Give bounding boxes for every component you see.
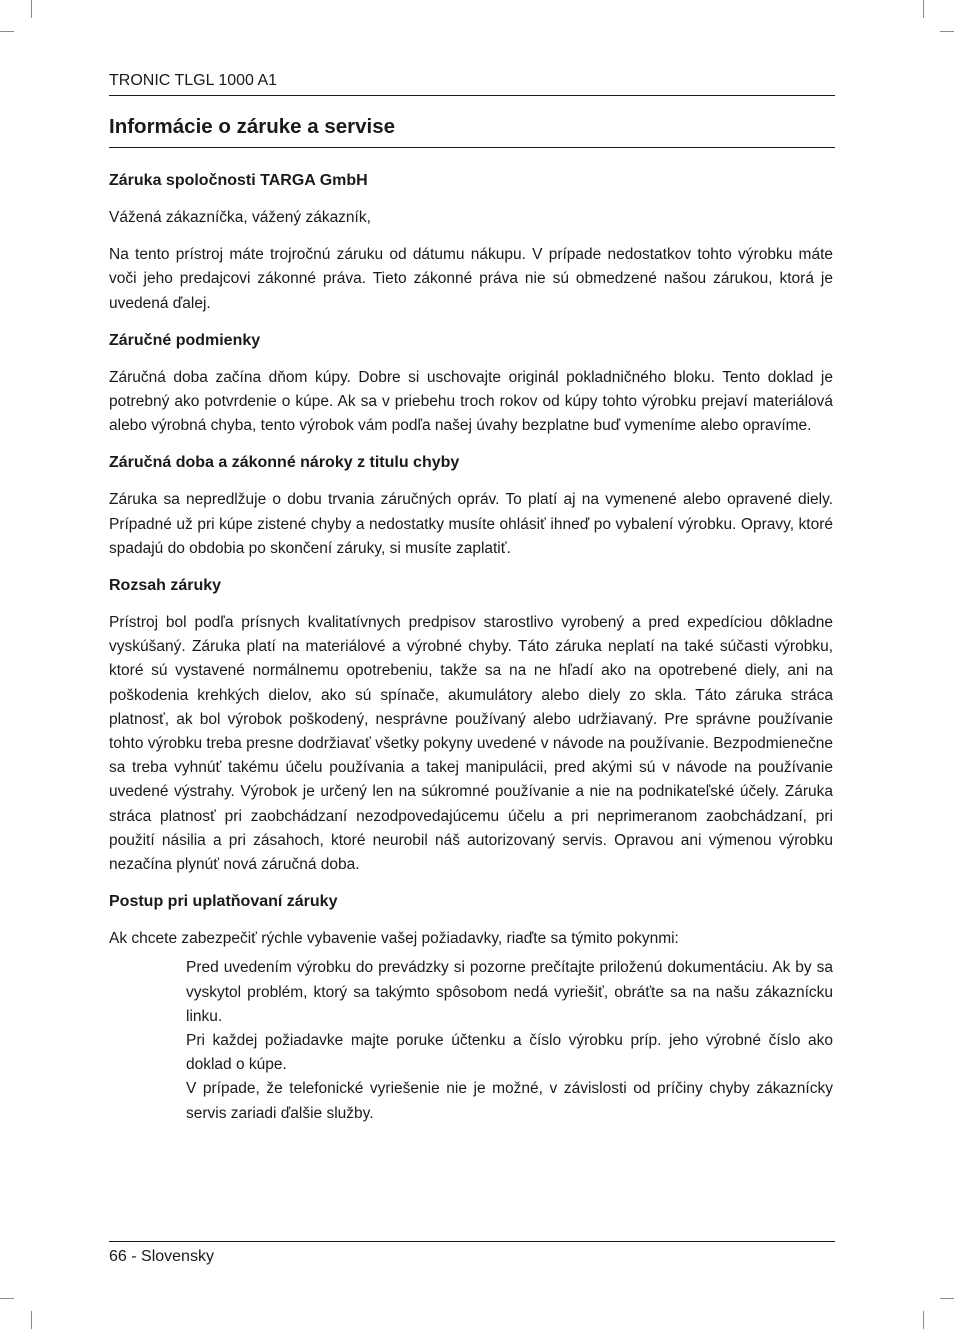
salutation: Vážená zákazníčka, vážený zákazník, bbox=[109, 209, 371, 226]
crop-mark bbox=[923, 0, 924, 18]
section-heading: Postup pri uplatňovaní záruky bbox=[109, 893, 338, 911]
section-heading: Záruka spoločnosti TARGA GmbH bbox=[109, 172, 368, 189]
crop-mark bbox=[31, 0, 32, 18]
paragraph: Záruka sa nepredlžuje o dobu trvania záručných opráv. To platí aj na vymenené alebo opravené diely. Prípadné už pri kúpe zistené chyby a nedostatky musíte ohlásiť ihneď po vybalení výrobku. Opravy, ktoré spadajú do obdobia po skončení záruky, si musíte zaplatiť. bbox=[109, 491, 833, 557]
crop-mark bbox=[940, 31, 954, 32]
document-body bbox=[109, 169, 833, 1126]
running-header: TRONIC TLGL 1000 A1 bbox=[109, 72, 278, 89]
section-scope bbox=[109, 574, 833, 877]
header-rule bbox=[109, 95, 835, 96]
crop-mark bbox=[0, 1298, 14, 1299]
page-number: 66 - Slovensky bbox=[109, 1248, 214, 1265]
crop-mark bbox=[0, 31, 14, 32]
page-title: Informácie o záruke a servise bbox=[109, 115, 396, 138]
list-item: V prípade, že telefonické vyriešenie nie je možné, v závislosti od príčiny chyby zákaznícky servis zariadi ďalšie služby. bbox=[186, 1080, 833, 1122]
title-rule bbox=[109, 147, 835, 148]
section-warranty bbox=[109, 169, 833, 316]
section-heading: Záručná doba a zákonné nároky z titulu chyby bbox=[109, 454, 460, 472]
list-item: Pred uvedením výrobku do prevádzky si pozorne prečítajte priloženú dokumentáciu. Ak by sa vyskytol problém, ktorý sa takýmto spôsobom nedá vyriešiť, obráťte sa na našu zákaznícku linku. bbox=[186, 959, 833, 1025]
section-warranty-period bbox=[109, 451, 833, 561]
crop-mark bbox=[31, 1311, 32, 1329]
crop-mark bbox=[940, 1298, 954, 1299]
section-heading: Rozsah záruky bbox=[109, 577, 222, 595]
paragraph: Ak chcete zabezpečiť rýchle vybavenie vašej požiadavky, riaďte sa týmito pokynmi: bbox=[109, 930, 679, 948]
section-procedure bbox=[109, 890, 833, 1126]
paragraph: Na tento prístroj máte trojročnú záruku od dátumu nákupu. V prípade nedostatkov tohto výrobku máte voči jeho predajcovi zákonné práva. Tieto zákonné práva nie sú obmedzené našou zárukou, ktorá je uvedená ďalej. bbox=[109, 246, 833, 312]
paragraph: Prístroj bol podľa prísnych kvalitatívnych predpisov starostlivo vyrobený a pred expedíciou dôkladne vyskúšaný. Záruka platí na materiálové a výrobné chyby. Táto záruka neplatí na také súčasti výrobku, ktoré sú vystavené normálnemu opotrebeniu, takže sa na ne hľadí ako na opotrebené diely, ani na poškodenia krehkých dielov, ako sú spínače, akumulátory alebo diely zo skla. Táto záruka stráca platnosť, ak bol výrobok poškodený, nesprávne používaný alebo udržiavaný. Pre správne používanie tohto výrobku treba presne dodržiavať všetky pokyny uvedené v návode na používanie. Bezpodmienečne sa treba vyhnúť takému účelu používania a takej manipulácii, pred akými sú v návode na používanie uvedené výstrahy. Výrobok je určený len na súkromné používanie a nie na podnikateľské účely. Záruka stráca platnosť pri zaobchádzaní nezodpovedajúcemu účelu a pri neprimeranom zaobchádzaní, pri použití násilia a pri zásahoch, ktoré neurobil náš autorizovaný servis. Opravou ani výmenou výrobku nezačína plynúť nová záručná doba. bbox=[109, 614, 833, 874]
footer-rule bbox=[109, 1241, 835, 1242]
list-item: Pri každej požiadavke majte poruke účtenku a číslo výrobku príp. jeho výrobné číslo ako doklad o kúpe. bbox=[186, 1032, 833, 1074]
paragraph: Záručná doba začína dňom kúpy. Dobre si uschovajte originál pokladničného bloku. Tento doklad je potrebný ako potvrdenie o kúpe. Ak sa v priebehu troch rokov od kúpy tohto výrobku prejaví materiálová alebo výrobná chyba, tento výrobok vám podľa našej úvahy bezplatne buď vymeníme alebo opravíme. bbox=[109, 368, 833, 435]
section-conditions bbox=[109, 329, 833, 439]
procedure-list bbox=[109, 956, 833, 1125]
crop-mark bbox=[923, 1311, 924, 1329]
section-heading: Záručné podmienky bbox=[109, 331, 261, 349]
